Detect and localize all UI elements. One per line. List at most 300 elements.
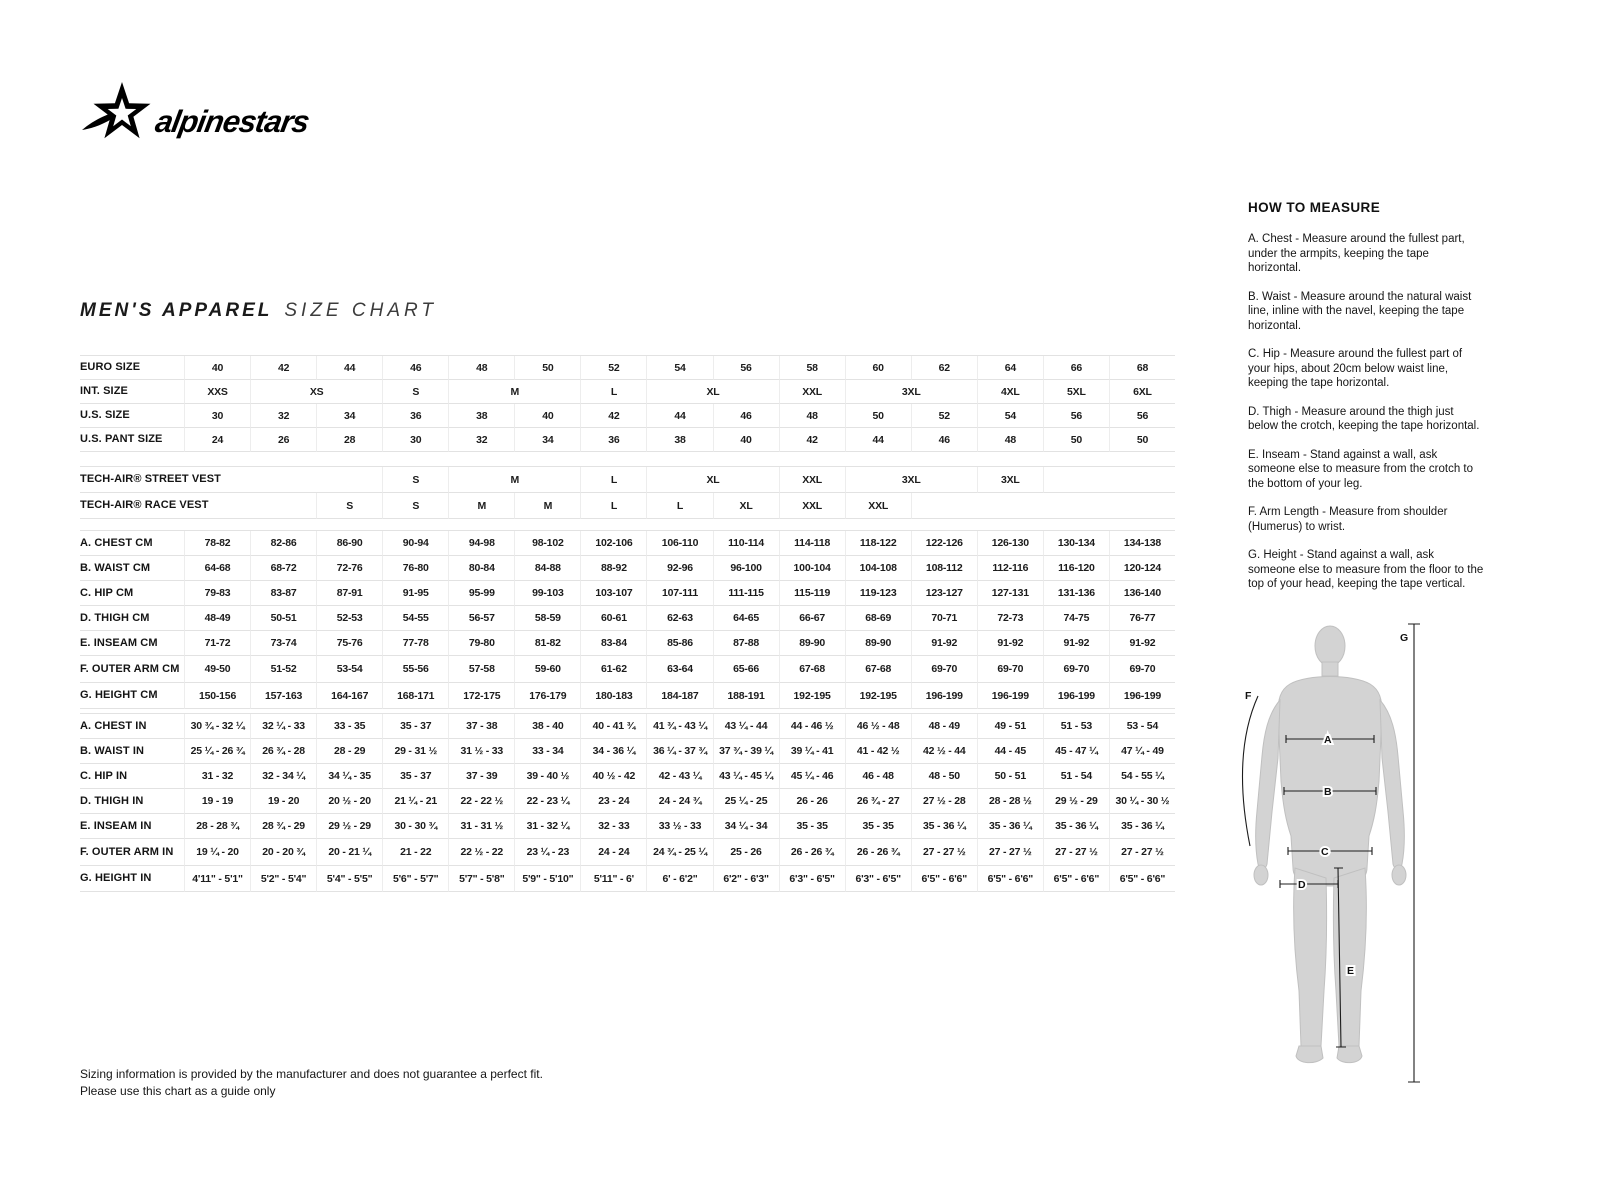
size-cell: 48 - 49 (911, 714, 977, 739)
table-row-inseam-in (80, 814, 1175, 839)
how-to-measure-panel (1248, 200, 1484, 606)
size-cell: 103-107 (580, 581, 646, 606)
size-cell: 76-77 (1109, 606, 1175, 631)
size-cell: 33 - 34 (514, 739, 580, 764)
size-cell: 127-131 (977, 581, 1043, 606)
measure-instruction-arm: F. Arm Length - Measure from shoulder (Humerus) to wrist. (1248, 506, 1448, 533)
size-cell: 28 - 28 ½ (977, 789, 1043, 814)
size-cell: 106-110 (646, 531, 712, 556)
size-cell: 31 ½ - 33 (448, 739, 514, 764)
size-cell: 102-106 (580, 531, 646, 556)
height-line (1408, 624, 1420, 1082)
size-cell: 31 - 32 ¼ (514, 814, 580, 839)
size-cell: 22 ½ - 22 (448, 839, 514, 866)
table-row-thigh-in (80, 789, 1175, 814)
size-cell: 44 (845, 428, 911, 452)
size-cell: 46 (382, 356, 448, 380)
size-cell: 50 (1109, 428, 1175, 452)
size-cell: 53 - 54 (1109, 714, 1175, 739)
size-cell: 41 ¾ - 43 ¼ (646, 714, 712, 739)
size-cell: 3XL (845, 380, 977, 404)
size-cell: 45 - 47 ¼ (1043, 739, 1109, 764)
size-cell: 68-69 (845, 606, 911, 631)
size-cell: 82-86 (250, 531, 316, 556)
size-cell: 3XL (845, 467, 977, 493)
size-cell: 43 ¼ - 45 ¼ (713, 764, 779, 789)
size-cell: 20 - 21 ¼ (316, 839, 382, 866)
table-row-hip-cm (80, 581, 1175, 606)
size-cell: L (580, 380, 646, 404)
size-cell: 89-90 (779, 631, 845, 656)
size-cell: 20 ½ - 20 (316, 789, 382, 814)
size-cell: 192-195 (779, 683, 845, 709)
size-cell: 66 (1043, 356, 1109, 380)
size-cell: 67-68 (845, 656, 911, 683)
body-silhouette (1254, 626, 1409, 1063)
size-cell: 64-65 (713, 606, 779, 631)
size-cell: 91-92 (1109, 631, 1175, 656)
size-cell: 52-53 (316, 606, 382, 631)
size-cell: 48 - 50 (911, 764, 977, 789)
size-cell: 58 (779, 356, 845, 380)
empty-cell (184, 493, 316, 519)
measure-instruction-chest: A. Chest - Measure around the fullest part, under the armpits, keeping the tape horizontal. (1248, 233, 1465, 274)
size-cell: 50 (845, 404, 911, 428)
size-cell: 134-138 (1109, 531, 1175, 556)
size-cell: 66-67 (779, 606, 845, 631)
size-cell: 176-179 (514, 683, 580, 709)
size-cell: 79-80 (448, 631, 514, 656)
size-cell: 83-87 (250, 581, 316, 606)
size-cell: 89-90 (845, 631, 911, 656)
size-cell: 44 (316, 356, 382, 380)
row-label-chest-cm: A. CHEST CM (80, 531, 184, 556)
size-cell: 28 - 28 ¾ (184, 814, 250, 839)
size-cell: 91-92 (911, 631, 977, 656)
size-cell: 118-122 (845, 531, 911, 556)
size-cell: 108-112 (911, 556, 977, 581)
size-cell: 126-130 (977, 531, 1043, 556)
size-cell: 40 ½ - 42 (580, 764, 646, 789)
size-cell: 33 - 35 (316, 714, 382, 739)
size-cell: 50 - 51 (977, 764, 1043, 789)
size-cell: 196-199 (1043, 683, 1109, 709)
size-cell: 31 - 31 ½ (448, 814, 514, 839)
size-cell: 111-115 (713, 581, 779, 606)
size-cell: 72-73 (977, 606, 1043, 631)
size-cell: 60-61 (580, 606, 646, 631)
size-cell: 62-63 (646, 606, 712, 631)
size-cell: 172-175 (448, 683, 514, 709)
size-cell: 36 ¼ - 37 ¾ (646, 739, 712, 764)
size-cell: 40 (713, 428, 779, 452)
size-cell: 29 ½ - 29 (316, 814, 382, 839)
measure-instruction-inseam: E. Inseam - Stand against a wall, ask someone else to measure from the crotch to the bottom of your leg. (1248, 448, 1473, 490)
size-cell: 51 - 53 (1043, 714, 1109, 739)
size-cell: 68 (1109, 356, 1175, 380)
size-cell: 26 ¾ - 27 (845, 789, 911, 814)
size-cell: 92-96 (646, 556, 712, 581)
size-cell: 188-191 (713, 683, 779, 709)
size-cell: 73-74 (250, 631, 316, 656)
size-cell: XL (713, 493, 779, 519)
size-cell: 99-103 (514, 581, 580, 606)
size-cell: 55-56 (382, 656, 448, 683)
size-cell: 38 (646, 428, 712, 452)
table-row-int-size (80, 380, 1175, 404)
size-cell: 131-136 (1043, 581, 1109, 606)
size-cell: 56 (713, 356, 779, 380)
label-thigh: D (1298, 879, 1306, 891)
size-cell: 25 ¼ - 26 ¾ (184, 739, 250, 764)
size-cell: 37 - 39 (448, 764, 514, 789)
size-cell: 196-199 (977, 683, 1043, 709)
size-cell: 27 - 27 ½ (911, 839, 977, 866)
size-cell: 32 - 33 (580, 814, 646, 839)
size-cell: 48 (448, 356, 514, 380)
size-cell: 39 - 40 ½ (514, 764, 580, 789)
size-cell: 116-120 (1043, 556, 1109, 581)
size-cell: 157-163 (250, 683, 316, 709)
size-cell: 24 ¾ - 25 ¼ (646, 839, 712, 866)
size-cell: 35 - 36 ¼ (977, 814, 1043, 839)
size-cell: 32 (250, 404, 316, 428)
size-cell: 24 (184, 428, 250, 452)
size-cell: 70-71 (911, 606, 977, 631)
size-cell: 22 - 22 ½ (448, 789, 514, 814)
size-cell: 33 ½ - 33 (646, 814, 712, 839)
size-cell: 42 ½ - 44 (911, 739, 977, 764)
size-cell: 81-82 (514, 631, 580, 656)
size-cell: 22 - 23 ¼ (514, 789, 580, 814)
size-cell: 34 - 36 ¼ (580, 739, 646, 764)
measure-instruction-hip: C. Hip - Measure around the fullest part of your hips, about 20cm below waist line, keeping the tape horizontal. (1248, 348, 1463, 389)
size-cell: 48-49 (184, 606, 250, 631)
size-cell: XL (646, 467, 778, 493)
size-cell: 56 (1043, 404, 1109, 428)
size-cell: 30 ¼ - 30 ½ (1109, 789, 1175, 814)
row-label-thigh-in: D. THIGH IN (80, 789, 184, 814)
size-cell: 19 - 19 (184, 789, 250, 814)
size-cell: 136-140 (1109, 581, 1175, 606)
size-cell: 30 (382, 428, 448, 452)
size-cell: 38 - 40 (514, 714, 580, 739)
measure-instruction-waist: B. Waist - Measure around the natural waist line, inline with the navel, keeping the tape horizontal. (1248, 290, 1472, 332)
size-cell: 112-116 (977, 556, 1043, 581)
table-row-us-pant-size (80, 428, 1175, 452)
size-cell: 21 ¼ - 21 (382, 789, 448, 814)
label-hip: C (1321, 846, 1329, 858)
size-cell: 58-59 (514, 606, 580, 631)
size-cell: 26 - 26 ¾ (779, 839, 845, 866)
size-cell: M (448, 467, 580, 493)
row-label-us-pant-size: U.S. PANT SIZE (80, 428, 184, 452)
size-cell: 59-60 (514, 656, 580, 683)
size-cell: 36 (382, 404, 448, 428)
row-label-euro-size: EURO SIZE (80, 356, 184, 380)
table-row-tech-air-race-vest (80, 493, 1175, 519)
row-label-thigh-cm: D. THIGH CM (80, 606, 184, 631)
size-cell: 196-199 (911, 683, 977, 709)
size-cell: 91-92 (1043, 631, 1109, 656)
size-cell: 30 ¾ - 32 ¼ (184, 714, 250, 739)
size-cell: 47 ¼ - 49 (1109, 739, 1175, 764)
size-cell: 85-86 (646, 631, 712, 656)
table-row-us-size (80, 404, 1175, 428)
size-cell: 91-95 (382, 581, 448, 606)
size-cell: 91-92 (977, 631, 1043, 656)
size-cell: XXL (779, 493, 845, 519)
size-cell: 19 - 20 (250, 789, 316, 814)
disclaimer (80, 1066, 543, 1100)
size-cell: 6' - 6'2" (646, 866, 712, 892)
alpinestars-logo (80, 72, 360, 162)
row-label-inseam-in: E. INSEAM IN (80, 814, 184, 839)
size-cell: 164-167 (316, 683, 382, 709)
row-label-inseam-cm: E. INSEAM CM (80, 631, 184, 656)
size-cell: 46 (713, 404, 779, 428)
size-cell: 35 - 37 (382, 764, 448, 789)
size-cell: 107-111 (646, 581, 712, 606)
size-cell: 57-58 (448, 656, 514, 683)
size-cell: 20 - 20 ¾ (250, 839, 316, 866)
size-cell: 5'7" - 5'8" (448, 866, 514, 892)
size-cell: 123-127 (911, 581, 977, 606)
size-cell: 25 - 26 (713, 839, 779, 866)
table-group-inches (80, 713, 1175, 892)
size-cell: 39 ¼ - 41 (779, 739, 845, 764)
table-row-outer-arm-cm (80, 656, 1175, 683)
size-cell: 72-76 (316, 556, 382, 581)
row-label-us-size: U.S. SIZE (80, 404, 184, 428)
size-cell: 5'4" - 5'5" (316, 866, 382, 892)
row-label-chest-in: A. CHEST IN (80, 714, 184, 739)
size-cell: 6'5" - 6'6" (1043, 866, 1109, 892)
size-cell: 46 ½ - 48 (845, 714, 911, 739)
size-cell: 5'11" - 6' (580, 866, 646, 892)
label-waist: B (1324, 786, 1332, 798)
size-cell: 54 (977, 404, 1043, 428)
size-cell: 26 ¾ - 28 (250, 739, 316, 764)
size-cell: 75-76 (316, 631, 382, 656)
size-cell: 180-183 (580, 683, 646, 709)
size-cell: L (646, 493, 712, 519)
size-cell: 184-187 (646, 683, 712, 709)
size-cell: 115-119 (779, 581, 845, 606)
disclaimer-line-1: Sizing information is provided by the manufacturer and does not guarantee a perfect fit. (80, 1067, 543, 1081)
size-cell: 51-52 (250, 656, 316, 683)
size-cell: 71-72 (184, 631, 250, 656)
size-cell: 23 ¼ - 23 (514, 839, 580, 866)
measure-instruction-height: G. Height - Stand against a wall, ask someone else to measure from the floor to the top of your head, keeping the tape vertical. (1248, 549, 1484, 590)
size-cell: 28 (316, 428, 382, 452)
label-inseam: E (1347, 965, 1355, 977)
size-cell: 23 - 24 (580, 789, 646, 814)
size-cell: 32 - 34 ¼ (250, 764, 316, 789)
size-cell: 90-94 (382, 531, 448, 556)
size-cell: 6XL (1109, 380, 1175, 404)
empty-cell (911, 493, 1175, 519)
row-label-outer-arm-in: F. OUTER ARM IN (80, 839, 184, 866)
size-cell: 192-195 (845, 683, 911, 709)
size-cell: M (514, 493, 580, 519)
size-cell: 51 - 54 (1043, 764, 1109, 789)
size-cell: 6'3" - 6'5" (779, 866, 845, 892)
size-cell: 6'5" - 6'6" (911, 866, 977, 892)
size-cell: 130-134 (1043, 531, 1109, 556)
body-measurement-figure (1228, 616, 1490, 1090)
size-cell: 45 ¼ - 46 (779, 764, 845, 789)
size-cell: 150-156 (184, 683, 250, 709)
logo-wordmark: alpinestars (152, 104, 312, 139)
size-cell: XXL (779, 467, 845, 493)
size-cell: 69-70 (1109, 656, 1175, 683)
size-cell: 80-84 (448, 556, 514, 581)
size-cell: 50 (1043, 428, 1109, 452)
size-cell: 42 (250, 356, 316, 380)
size-cell: 34 ¼ - 34 (713, 814, 779, 839)
size-cell: S (382, 380, 448, 404)
size-cell: 34 (316, 404, 382, 428)
row-label-tech-air-race-vest: TECH-AIR® RACE VEST (80, 493, 184, 519)
size-cell: 98-102 (514, 531, 580, 556)
size-cell: 49 - 51 (977, 714, 1043, 739)
row-label-waist-in: B. WAIST IN (80, 739, 184, 764)
size-cell: 28 - 29 (316, 739, 382, 764)
row-label-hip-in: C. HIP IN (80, 764, 184, 789)
size-cell: 56 (1109, 404, 1175, 428)
size-cell: 5'2" - 5'4" (250, 866, 316, 892)
size-cell: 40 (514, 404, 580, 428)
size-cell: 42 (580, 404, 646, 428)
size-cell: 52 (911, 404, 977, 428)
size-cell: 28 ¾ - 29 (250, 814, 316, 839)
size-cell: 5'9" - 5'10" (514, 866, 580, 892)
measure-instruction-thigh: D. Thigh - Measure around the thigh just below the crotch, keeping the tape horizontal. (1248, 405, 1480, 432)
row-label-height-cm: G. HEIGHT CM (80, 683, 184, 709)
size-cell: S (382, 493, 448, 519)
size-cell: 104-108 (845, 556, 911, 581)
size-cell: 29 ½ - 29 (1043, 789, 1109, 814)
size-cell: 26 - 26 ¾ (845, 839, 911, 866)
table-group-vests (80, 466, 1175, 519)
size-cell: 26 - 26 (779, 789, 845, 814)
size-cell: 27 - 27 ½ (977, 839, 1043, 866)
size-cell: 32 ¼ - 33 (250, 714, 316, 739)
table-row-chest-cm (80, 531, 1175, 556)
size-cell: 83-84 (580, 631, 646, 656)
size-cell: 31 - 32 (184, 764, 250, 789)
size-cell: 168-171 (382, 683, 448, 709)
size-cell: 48 (977, 428, 1043, 452)
size-cell: 64 (977, 356, 1043, 380)
size-cell: S (382, 467, 448, 493)
size-cell: 54-55 (382, 606, 448, 631)
size-cell: 94-98 (448, 531, 514, 556)
size-cell: 114-118 (779, 531, 845, 556)
table-row-chest-in (80, 714, 1175, 739)
page-title (80, 300, 437, 322)
size-table (80, 355, 1175, 892)
size-cell: 56-57 (448, 606, 514, 631)
label-chest: A (1324, 734, 1332, 746)
size-cell: 26 (250, 428, 316, 452)
size-cell: 37 ¾ - 39 ¼ (713, 739, 779, 764)
row-label-int-size: INT. SIZE (80, 380, 184, 404)
size-cell: M (448, 380, 580, 404)
table-row-outer-arm-in (80, 839, 1175, 866)
size-cell: 27 - 27 ½ (1109, 839, 1175, 866)
size-cell: 48 (779, 404, 845, 428)
table-row-hip-in (80, 764, 1175, 789)
size-cell: 25 ¼ - 25 (713, 789, 779, 814)
disclaimer-line-2: Please use this chart as a guide only (80, 1084, 276, 1098)
row-label-outer-arm-cm: F. OUTER ARM CM (80, 656, 184, 683)
size-cell: 60 (845, 356, 911, 380)
size-cell: 24 - 24 ¾ (646, 789, 712, 814)
size-cell: 6'5" - 6'6" (977, 866, 1043, 892)
size-cell: 46 (911, 428, 977, 452)
label-arm: F (1245, 690, 1252, 702)
table-row-height-in (80, 866, 1175, 892)
size-cell: 6'2" - 6'3" (713, 866, 779, 892)
size-cell: 96-100 (713, 556, 779, 581)
size-cell: 74-75 (1043, 606, 1109, 631)
size-cell: 50-51 (250, 606, 316, 631)
size-cell: 32 (448, 428, 514, 452)
how-to-measure-heading: HOW TO MEASURE (1248, 200, 1381, 215)
size-cell: 84-88 (514, 556, 580, 581)
size-cell: 3XL (977, 467, 1043, 493)
size-cell: 27 - 27 ½ (1043, 839, 1109, 866)
size-cell: XXS (184, 380, 250, 404)
size-cell: 24 - 24 (580, 839, 646, 866)
size-cell: 49-50 (184, 656, 250, 683)
table-row-inseam-cm (80, 631, 1175, 656)
size-cell: 100-104 (779, 556, 845, 581)
size-cell: 196-199 (1109, 683, 1175, 709)
table-row-waist-in (80, 739, 1175, 764)
table-row-waist-cm (80, 556, 1175, 581)
size-cell: 120-124 (1109, 556, 1175, 581)
size-cell: 42 (779, 428, 845, 452)
size-cell: S (316, 493, 382, 519)
size-cell: 122-126 (911, 531, 977, 556)
size-cell: 86-90 (316, 531, 382, 556)
row-label-tech-air-street-vest: TECH-AIR® STREET VEST (80, 467, 184, 493)
size-cell: XS (250, 380, 382, 404)
size-cell: 6'5" - 6'6" (1109, 866, 1175, 892)
size-cell: 19 ¼ - 20 (184, 839, 250, 866)
size-cell: 36 (580, 428, 646, 452)
row-label-height-in: G. HEIGHT IN (80, 866, 184, 892)
size-cell: 61-62 (580, 656, 646, 683)
size-cell: 69-70 (977, 656, 1043, 683)
size-cell: 76-80 (382, 556, 448, 581)
size-cell: 5XL (1043, 380, 1109, 404)
size-cell: 35 - 35 (779, 814, 845, 839)
size-cell: 88-92 (580, 556, 646, 581)
size-cell: 54 - 55 ¼ (1109, 764, 1175, 789)
table-row-height-cm (80, 683, 1175, 709)
size-cell: 62 (911, 356, 977, 380)
size-cell: 87-91 (316, 581, 382, 606)
size-cell: 29 - 31 ½ (382, 739, 448, 764)
empty-cell (1043, 467, 1175, 493)
size-cell: 87-88 (713, 631, 779, 656)
size-cell: 68-72 (250, 556, 316, 581)
size-cell: 27 ½ - 28 (911, 789, 977, 814)
